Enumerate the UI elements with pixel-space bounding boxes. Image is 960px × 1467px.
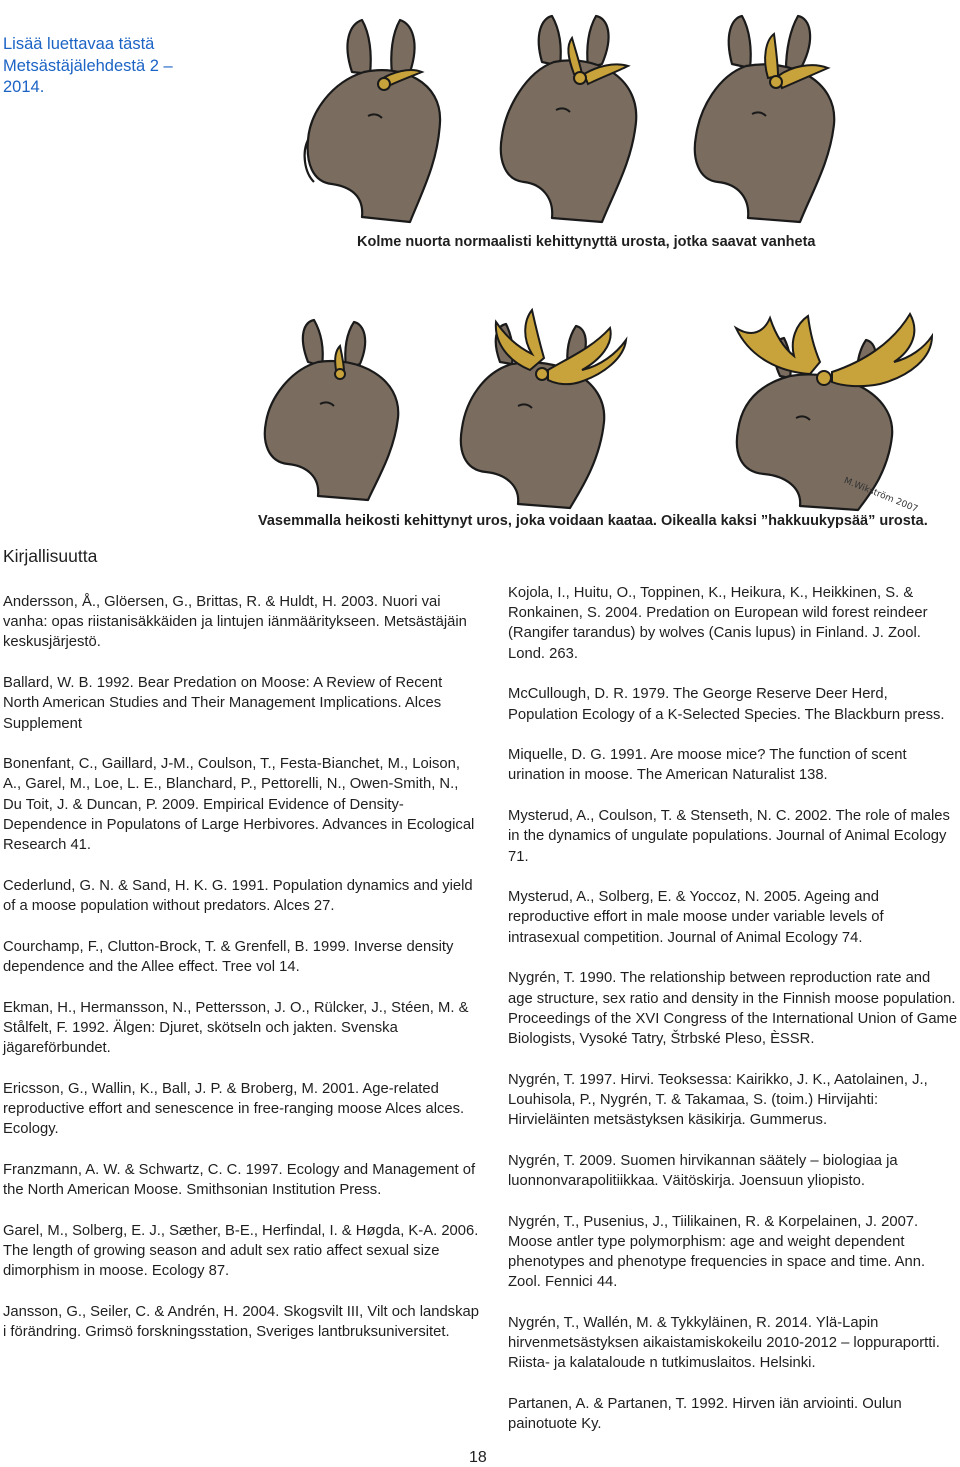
- moose-head-illustration-6: [710, 288, 940, 513]
- page-number: 18: [469, 1449, 487, 1466]
- reference-entry: Nygrén, T., Pusenius, J., Tiilikainen, R. & Korpelainen, J. 2007. Moose antler type polymorphism: age and weight dependent phenotypes and phenotype frequencies in space and time. Ann. Zool. Fennici 44.: [508, 1213, 926, 1291]
- reference-entry: Mysterud, A., Solberg, E. & Yoccoz, N. 2005. Ageing and reproductive effort in male moose under variable levels of intrasexual competition. Journal of Animal Ecology 74.: [508, 889, 884, 946]
- reference-entry: Andersson, Å., Glöersen, G., Brittas, R. & Huldt, H. 2003. Nuori vai vanha: opas riistanisäkkäiden ja lintujen iänmääritykseen. Metsästäjäin keskusjärjestö.: [3, 594, 467, 651]
- artist-signature: M.Wikström 2007: [842, 476, 920, 515]
- moose-head-illustration-2: [490, 12, 660, 232]
- reference-entry: Nygrén, T. 1990. The relationship between reproduction rate and age structure, sex ratio and density in the Finnish moose population. Proceedings of the XVI Congress of the International Union of Game Biologists, Vysoké Tatry, Štrbské Pleso, ÈSSR.: [508, 970, 958, 1047]
- reference-entry: Bonenfant, C., Gaillard, J-M., Coulson, T., Festa-Bianchet, M., Loison, A., Garel, M., Loe, L. E., Blanchard, P., Pettorelli, N., Owen-Smith, N., Du Toit, J. & Duncan, P. 2009. Empirical Evidence of Density-Dependence in Populatons of Large Herbivores. Advances in Ecological Research 41.: [3, 756, 475, 854]
- moose-head-illustration-5: [440, 292, 640, 512]
- reference-entry: McCullough, D. R. 1979. The George Reserve Deer Herd, Population Ecology of a K-Selected Species. The Blackburn press.: [508, 686, 945, 723]
- reference-entry: Partanen, A. & Partanen, T. 1992. Hirven iän arviointi. Oulun painotuote Ky.: [508, 1396, 902, 1433]
- more-reading-link[interactable]: Lisää luettavaa tästä Metsästäjälehdestä 2 – 2014.: [3, 35, 173, 96]
- references-left-column: [3, 592, 481, 1363]
- reference-entry: Nygrén, T. 2009. Suomen hirvikannan säätely – biologiaa ja luonnonvarapolitiikkaa. Väitöskirja. Joensuun yliopisto.: [508, 1152, 898, 1189]
- reference-entry: Garel, M., Solberg, E. J., Sæther, B-E., Herfindal, I. & Høgda, K-A. 2006. The length of growing season and adult sex ratio affect sexual size dimorphism in moose. Ecology 87.: [3, 1222, 479, 1280]
- reference-entry: Miquelle, D. G. 1991. Are moose mice? The function of scent urination in moose. The American Naturalist 138.: [508, 747, 907, 784]
- reference-entry: Ekman, H., Hermansson, N., Pettersson, J. O., Rülcker, J., Stéen, M. & Stålfelt, F. 1992. Älgen: Djuret, skötseln och jakten. Svenska jägareförbundet.: [3, 999, 469, 1056]
- caption-bull-comparison: Vasemmalla heikosti kehittynyt uros, joka voidaan kaataa. Oikealla kaksi ”hakkuukypsää” urosta.: [258, 513, 928, 529]
- reference-entry: Jansson, G., Seiler, C. & Andrén, H. 2004. Skogsvilt III, Vilt och landskap i förändring. Grimsö forskningsstation, Sveriges lantbruksuniversitet.: [3, 1303, 479, 1340]
- reference-entry: Nygrén, T. 1997. Hirvi. Teoksessa: Kairikko, J. K., Aatolainen, J., Louhisola, P., Nygrén, T. & Takamaa, S. (toim.) Hirvijahti: Hirvieläinten metsästyksen käsikirja. Gummerus.: [508, 1071, 928, 1129]
- references-right-column: [508, 583, 958, 1455]
- reference-entry: Mysterud, A., Coulson, T. & Stenseth, N. C. 2002. The role of males in the dynamics of ungulate populations. Journal of Animal Ecology 71.: [508, 808, 950, 865]
- moose-head-illustration-4: [252, 318, 432, 508]
- reference-entry: Ballard, W. B. 1992. Bear Predation on Moose: A Review of Recent North American Studies and Their Management Implications. Alces Supplement: [3, 675, 443, 732]
- literature-heading: Kirjallisuutta: [3, 546, 98, 566]
- moose-head-illustration-1: [292, 12, 482, 232]
- reference-entry: Nygrén, T., Wallén, M. & Tykkyläinen, R. 2014. Ylä-Lapin hirvenmetsästyksen aikaistamiskokeilu 2010-2012 – loppuraportti. Riista- ja kalataloude n tutkimuslaitos. Helsinki.: [508, 1314, 940, 1372]
- reference-entry: Courchamp, F., Clutton-Brock, T. & Grenfell, B. 1999. Inverse density dependence and the Allee effect. Tree vol 14.: [3, 938, 454, 975]
- caption-young-bulls: Kolme nuorta normaalisti kehittynyttä urosta, jotka saavat vanheta: [357, 234, 816, 250]
- reference-entry: Ericsson, G., Wallin, K., Ball, J. P. & Broberg, M. 2001. Age-related reproductive effort and senescence in free-ranging moose Alces alces. Ecology.: [3, 1080, 465, 1138]
- reference-entry: Franzmann, A. W. & Schwartz, C. C. 1997. Ecology and Management of the North American Moose. Smithsonian Institution Press.: [3, 1161, 476, 1198]
- reference-entry: Cederlund, G. N. & Sand, H. K. G. 1991. Population dynamics and yield of a moose population without predators. Alces 27.: [3, 877, 473, 914]
- moose-head-illustration-3: [682, 12, 862, 232]
- reference-entry: Kojola, I., Huitu, O., Toppinen, K., Heikura, K., Heikkinen, S. & Ronkainen, S. 2004. Predation on European wild forest reindeer (Rangifer tarandus) by wolves (Canis lupus) in Finland. J. Zool. Lond. 263.: [508, 585, 928, 662]
